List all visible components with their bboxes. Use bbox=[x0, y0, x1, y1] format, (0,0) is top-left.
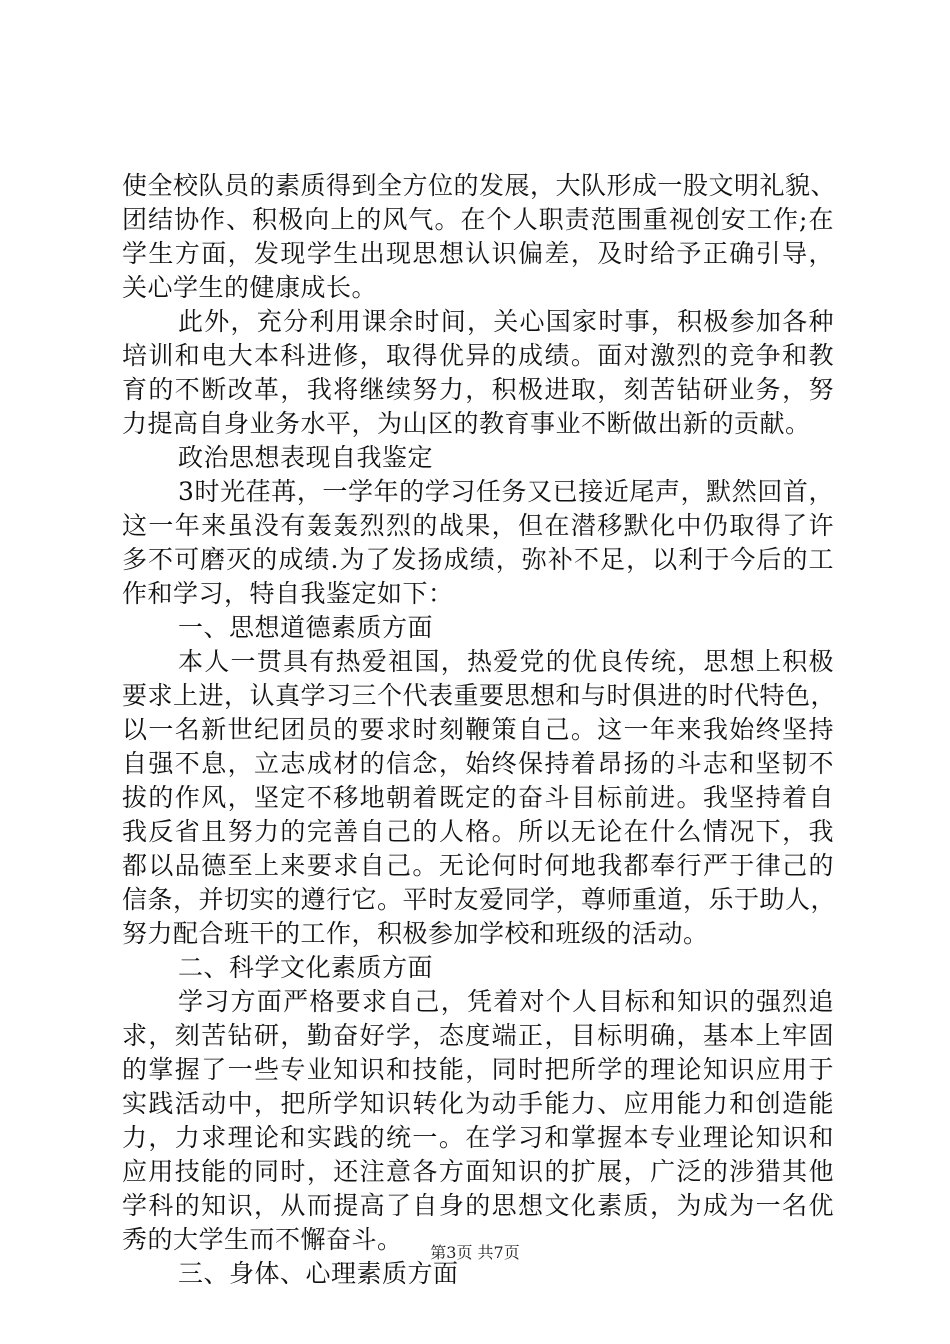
text-line: 学习方面严格要求自己，凭着对个人目标和知识的强烈追 bbox=[178, 987, 834, 1016]
paragraph bbox=[122, 169, 837, 305]
paragraph bbox=[122, 985, 834, 1257]
text-line: 都以品德至上来要求自己。无论何时何地我都奉行严于律己的 bbox=[122, 851, 834, 880]
text-line: 3时光荏苒，一学年的学习任务又已接近尾声，默然回首， bbox=[178, 477, 834, 506]
page-number: 第3页 共7页 bbox=[430, 1243, 520, 1262]
text-line: 三、身体、心理素质方面 bbox=[178, 1259, 459, 1288]
text-line: 我反省且努力的完善自己的人格。所以无论在什么情况下，我 bbox=[122, 817, 834, 846]
text-line: 培训和电大本科进修，取得优异的成绩。面对激烈的竞争和教 bbox=[122, 341, 834, 370]
text-line: 力，力求理论和实践的统一。在学习和掌握本专业理论知识和 bbox=[122, 1123, 834, 1152]
section-heading bbox=[122, 951, 834, 985]
paragraph bbox=[122, 475, 834, 611]
text-line: 求，刻苦钻研，勤奋好学，态度端正，目标明确，基本上牢固 bbox=[122, 1021, 834, 1050]
text-line: 力提高自身业务水平，为山区的教育事业不断做出新的贡献。 bbox=[122, 409, 811, 438]
section-heading bbox=[122, 611, 834, 645]
text-line: 关心学生的健康成长。 bbox=[122, 273, 378, 302]
text-line: 自强不息，立志成材的信念，始终保持着昂扬的斗志和坚韧不 bbox=[122, 749, 834, 778]
text-line: 拔的作风，坚定不移地朝着既定的奋斗目标前进。我坚持着自 bbox=[122, 783, 834, 812]
text-line: 要求上进，认真学习三个代表重要思想和与时俱进的时代特色， bbox=[122, 681, 837, 710]
document-body bbox=[122, 169, 837, 1291]
text-line: 作和学习，特自我鉴定如下： bbox=[122, 579, 454, 608]
text-line: 学科的知识，从而提高了自身的思想文化素质，为成为一名优 bbox=[122, 1191, 834, 1220]
text-line: 这一年来虽没有轰轰烈烈的战果，但在潜移默化中仍取得了许 bbox=[122, 511, 834, 540]
text-line: 应用技能的同时，还注意各方面知识的扩展，广泛的涉猎其他 bbox=[122, 1157, 834, 1186]
text-line: 信条，并切实的遵行它。平时友爱同学，尊师重道，乐于助人， bbox=[122, 885, 837, 914]
paragraph bbox=[122, 305, 834, 441]
text-line: 育的不断改革，我将继续努力，积极进取，刻苦钻研业务，努 bbox=[122, 375, 834, 404]
text-line: 的掌握了一些专业知识和技能，同时把所学的理论知识应用于 bbox=[122, 1055, 834, 1084]
page-footer bbox=[0, 1243, 950, 1263]
text-line: 使全校队员的素质得到全方位的发展，大队形成一股文明礼貌、 bbox=[122, 171, 837, 200]
paragraph bbox=[122, 645, 837, 951]
section-heading bbox=[122, 441, 834, 475]
text-line: 学生方面，发现学生出现思想认识偏差，及时给予正确引导， bbox=[122, 239, 834, 268]
text-line: 一、思想道德素质方面 bbox=[178, 613, 434, 642]
text-line: 秀的大学生而不懈奋斗。 bbox=[122, 1225, 403, 1254]
text-line: 二、科学文化素质方面 bbox=[178, 953, 434, 982]
text-line: 多不可磨灭的成绩.为了发扬成绩，弥补不足，以利于今后的工 bbox=[122, 545, 834, 574]
text-line: 此外，充分利用课余时间，关心国家时事，积极参加各种 bbox=[178, 307, 834, 336]
text-line: 努力配合班干的工作，积极参加学校和班级的活动。 bbox=[122, 919, 709, 948]
text-line: 本人一贯具有热爱祖国，热爱党的优良传统，思想上积极 bbox=[178, 647, 834, 676]
text-line: 团结协作、积极向上的风气。在个人职责范围重视创安工作;在 bbox=[122, 205, 834, 234]
text-line: 以一名新世纪团员的要求时刻鞭策自己。这一年来我始终坚持 bbox=[122, 715, 834, 744]
text-line: 实践活动中，把所学知识转化为动手能力、应用能力和创造能 bbox=[122, 1089, 834, 1118]
text-line: 政治思想表现自我鉴定 bbox=[178, 443, 434, 472]
